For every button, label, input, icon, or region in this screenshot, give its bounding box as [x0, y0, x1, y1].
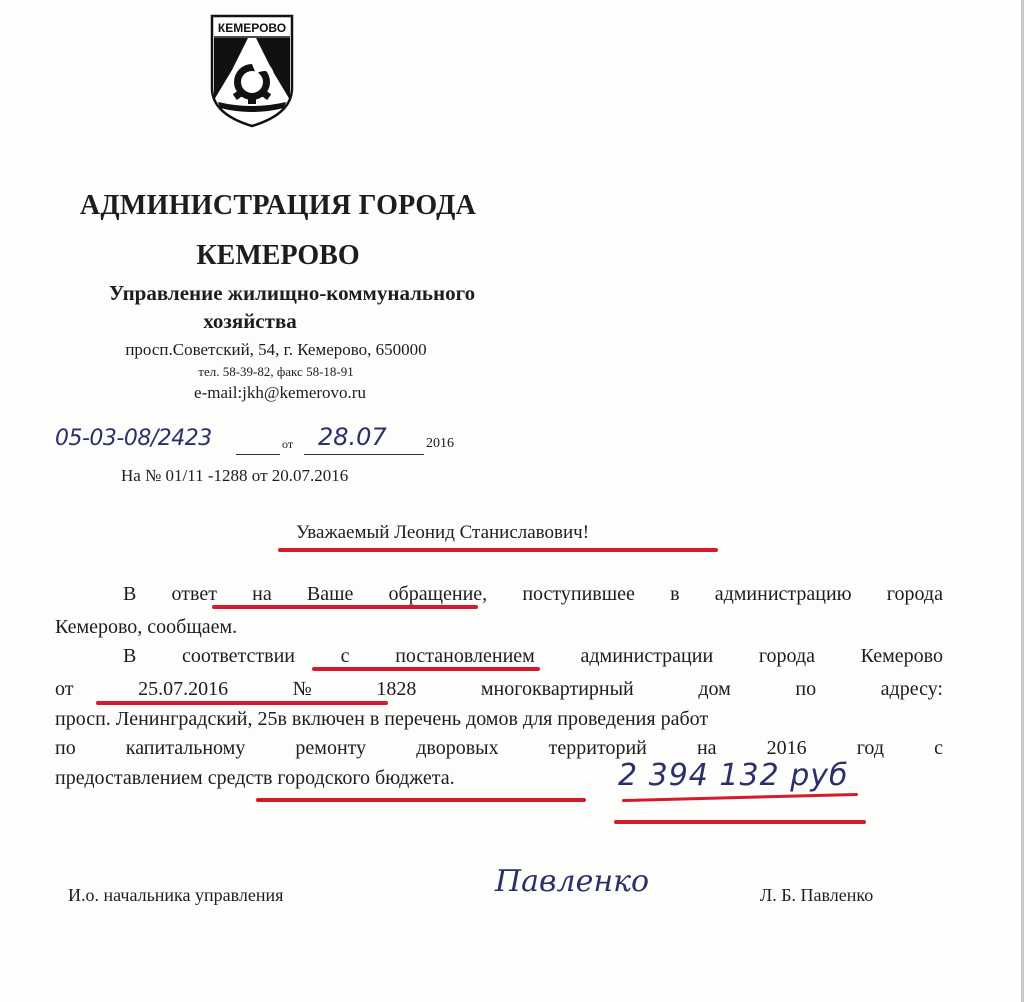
word: ремонту: [295, 737, 367, 759]
salutation: Уважаемый Леонид Станиславович!: [296, 522, 590, 543]
signer-role: И.о. начальника управления: [68, 885, 284, 905]
word: В: [123, 645, 137, 667]
word: администрации: [580, 645, 714, 667]
word: №: [292, 678, 312, 700]
address: просп.Советский, 54, г. Кемерово, 650000: [125, 340, 427, 359]
word: в: [670, 583, 680, 605]
word: Ваше: [306, 583, 354, 605]
word: территорий: [548, 737, 647, 759]
word: соответствии: [182, 645, 296, 667]
kemerovo-coat-of-arms-icon: [208, 10, 296, 130]
phone-fax: тел. 58-39-82, факс 58-18-91: [198, 364, 354, 379]
body-line-6: [55, 737, 943, 760]
body-line-4: [55, 678, 943, 701]
word: обращение,: [388, 583, 488, 605]
word: В: [123, 583, 137, 605]
word: города: [758, 645, 816, 667]
email: e-mail:jkh@kemerovo.ru: [194, 383, 366, 402]
word: 1828: [376, 678, 417, 700]
word: 25.07.2016: [138, 678, 229, 700]
coat-label: КЕМЕРОВО: [217, 21, 287, 35]
department-line-1: Управление жилищно-коммунального: [108, 281, 476, 305]
word: дворовых: [416, 737, 499, 759]
word: по: [55, 737, 76, 759]
word: города: [886, 583, 943, 605]
highlight-resolution-number: [96, 701, 388, 705]
word: поступившее: [522, 583, 635, 605]
body-line-7: предоставлением средств городского бюджета.: [55, 767, 455, 789]
word: Кемерово: [860, 645, 943, 667]
word: от: [55, 678, 74, 700]
word: постановлением: [395, 645, 535, 667]
handwritten-amount: 2 394 132 руб: [618, 758, 849, 793]
outgoing-date: 28.07: [318, 423, 387, 451]
word: на: [696, 737, 717, 759]
body-line-2: Кемерово, сообщаем.: [55, 616, 238, 638]
word: по: [795, 678, 817, 700]
highlight-resolution: [312, 667, 540, 671]
word: год: [856, 737, 885, 759]
org-city: КЕМЕРОВО: [196, 240, 360, 271]
reference-number: На № 01/11 -1288 от 20.07.2016: [121, 466, 349, 485]
word: капитальному: [125, 737, 246, 759]
word: с: [340, 645, 350, 667]
word: ответ: [171, 583, 217, 605]
highlight-salutation: [278, 548, 718, 552]
word: адресу:: [880, 678, 943, 700]
date-prefix: от: [282, 437, 294, 451]
word: 2016: [766, 737, 807, 759]
highlight-amount-2: [614, 820, 866, 824]
word: администрацию: [714, 583, 852, 605]
highlight-amount-1: [622, 793, 858, 802]
body-line-3: [123, 645, 943, 668]
body-line-5: просп. Ленинградский, 25в включен в перечень домов для проведения работ: [55, 708, 709, 730]
outgoing-number: 05-03-08/2423: [55, 426, 212, 451]
highlight-appeal: [212, 605, 478, 609]
word: дом: [698, 678, 731, 700]
word: многоквартирный: [480, 678, 634, 700]
department-line-2: хозяйства: [203, 309, 297, 333]
highlight-city-budget: [256, 798, 586, 802]
reg-underline-1: [236, 454, 280, 455]
outgoing-year: 2016: [426, 436, 454, 451]
word: с: [934, 737, 943, 759]
reg-underline-2: [304, 454, 424, 455]
org-title: АДМИНИСТРАЦИЯ ГОРОДА: [79, 190, 477, 221]
body-line-1: [123, 583, 943, 606]
signer-name: Л. Б. Павленко: [760, 885, 874, 905]
handwritten-signature: Павленко: [495, 864, 650, 899]
word: на: [252, 583, 272, 605]
